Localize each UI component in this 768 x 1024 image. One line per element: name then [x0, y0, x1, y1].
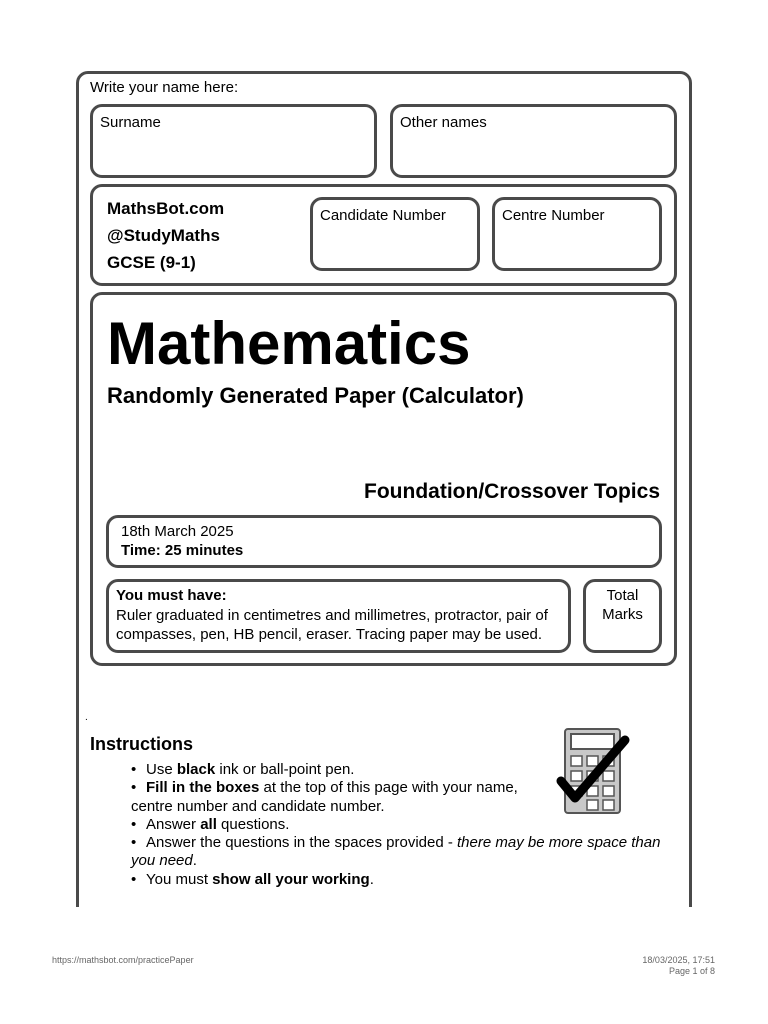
site-name: MathsBot.com	[107, 199, 225, 218]
other-names-label: Other names	[400, 114, 487, 131]
instructions-title: Instructions	[90, 734, 194, 754]
must-have-text: Ruler graduated in centimetres and millimetres, protractor, pair of compasses, pen, HB pencil, eraser. Tracing paper may be used.	[116, 607, 548, 643]
total-marks-label-1: Total	[606, 587, 639, 604]
list-item: • Answer all questions.	[131, 815, 290, 833]
list-item: • You must show all your working.	[131, 870, 374, 888]
must-have-box	[106, 579, 571, 653]
paper-time: Time: 25 minutes	[121, 542, 244, 559]
list-item: • Use black ink or ball-point pen.	[131, 761, 355, 778]
candidate-number-label: Candidate Number	[320, 207, 446, 224]
paper-topics: Foundation/Crossover Topics	[364, 480, 660, 503]
footer-info	[642, 955, 715, 977]
other-names-field[interactable]	[390, 104, 677, 178]
footer-page-number: Page 1 of 8	[668, 966, 715, 976]
date-time-box	[106, 515, 662, 568]
paper-date: 18th March 2025	[121, 523, 234, 540]
paper-title: Mathematics	[107, 310, 471, 377]
total-marks-box	[583, 579, 662, 653]
candidate-number-field[interactable]	[310, 197, 480, 271]
surname-label: Surname	[100, 114, 161, 131]
list-item: • Answer the questions in the spaces provided - there may be more space than you need.	[131, 834, 661, 870]
surname-field[interactable]	[90, 104, 377, 178]
centre-number-field[interactable]	[492, 197, 662, 271]
qualification-level: GCSE (9-1)	[107, 253, 196, 272]
exam-page: Write your name here: Surname Other names MathsBot.com @StudyMaths GCSE (9-1) Candidate Number Centre Number Mathematics Randomly Generated Paper (Calculator) Foundation/Crossover Topics 18th March 2025 Time: 25 minutes You must have: Ruler graduated in centimetres and millimetres, protractor, pair of compasses, pen, HB pencil, eraser. Tracing paper may be used. Total Marks . Instructions • Use black ink or ball-point pen. • Fill in the boxes at the top of this page with your name, centre number and candidate number. • Answer all questions. • Answer the questions in the spaces provided - there may be more space than you need. • You must show all your working. https://mathsbot.com/practicePaper 18/03/2025, 17:51 Page 1 of 8	[0, 0, 768, 1024]
calculator-tick-icon	[553, 726, 633, 816]
footer-datetime: 18/03/2025, 17:51	[642, 955, 715, 965]
centre-number-label: Centre Number	[502, 207, 605, 224]
write-name-prompt: Write your name here:	[90, 79, 239, 96]
footer-url: https://mathsbot.com/practicePaper	[52, 955, 194, 965]
list-item: • Fill in the boxes at the top of this page with your name, centre number and candidate number.	[131, 779, 518, 815]
paper-subtitle: Randomly Generated Paper (Calculator)	[107, 383, 524, 408]
total-marks-label-2: Marks	[602, 606, 643, 623]
site-handle: @StudyMaths	[107, 226, 220, 245]
must-have-title: You must have:	[116, 587, 227, 604]
